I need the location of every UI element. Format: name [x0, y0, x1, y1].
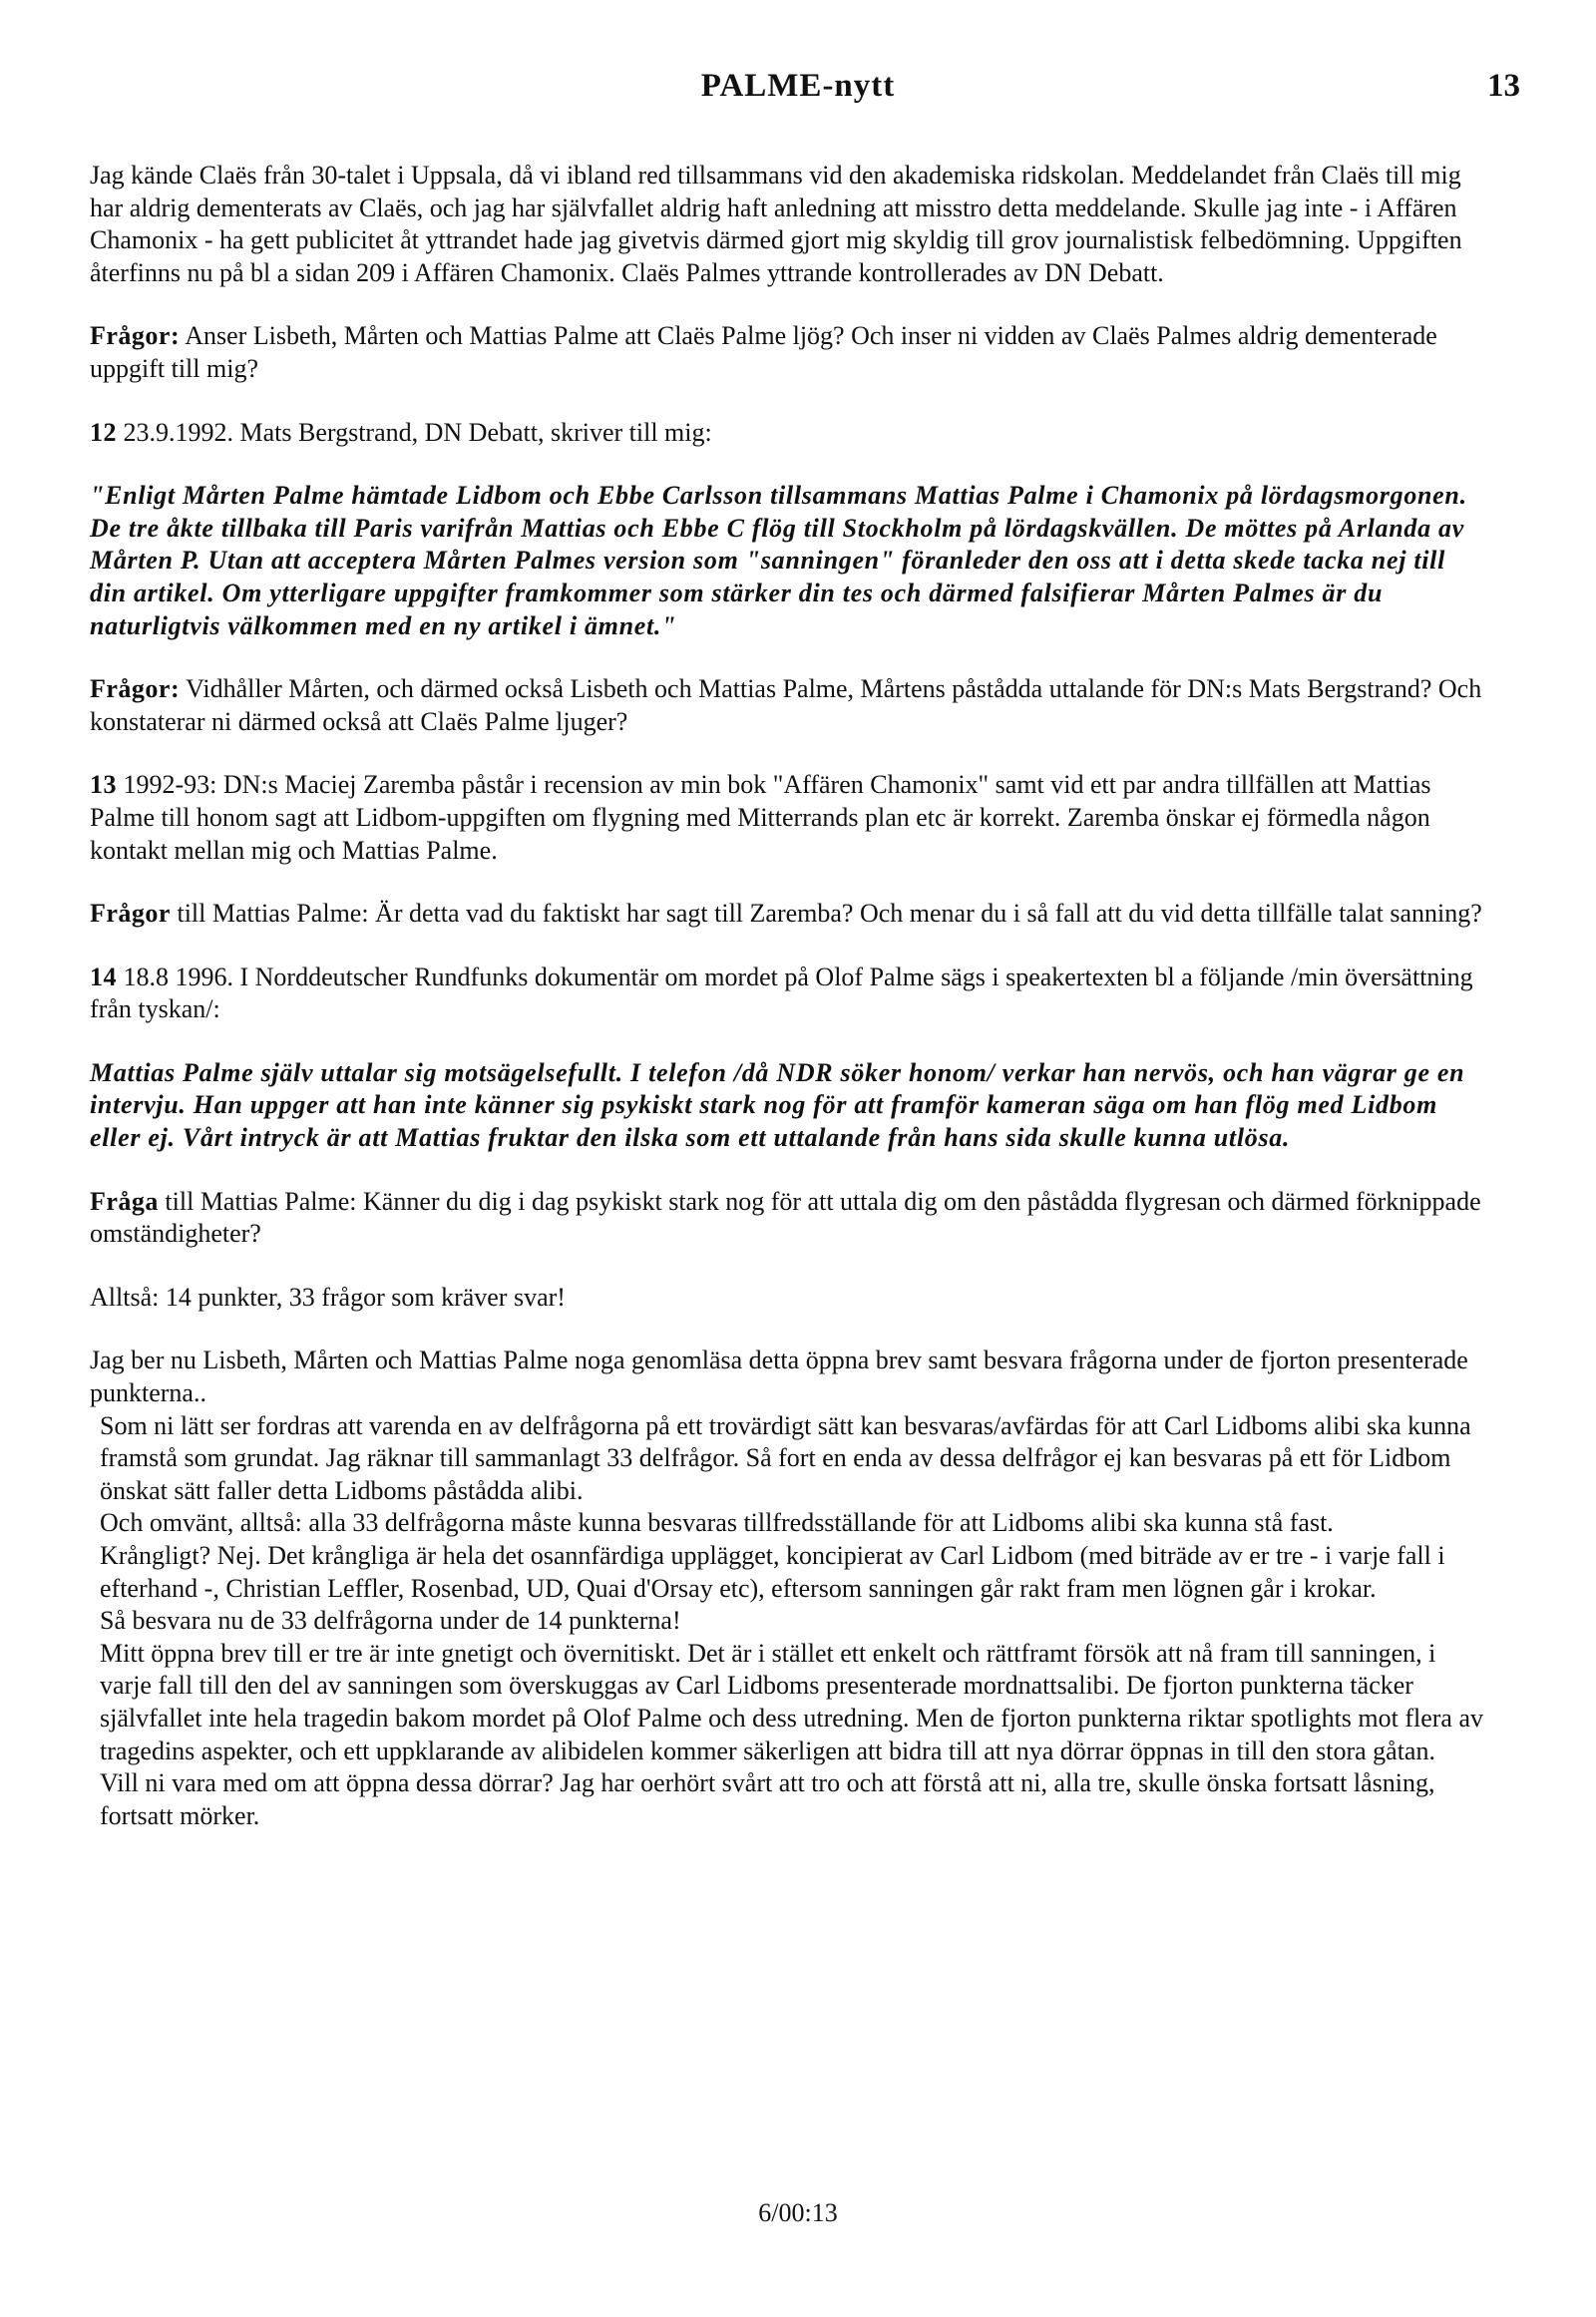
question-label: Frågor [90, 899, 171, 929]
page-footer-code: 6/00:13 [758, 2198, 838, 2227]
question-label: Frågor: [90, 674, 181, 704]
item-number: 12 [90, 417, 117, 447]
page-number: 13 [1487, 68, 1520, 104]
question-text: till Mattias Palme: Är detta vad du faktiskt har sagt till Zaremba? Och menar du i så fall att du vid detta tillfälle talat sanning? [170, 899, 1482, 929]
item-text: 18.8 1996. I Norddeutscher Rundfunks dokumentär om mordet på Olof Palme sägs i speakertexten bl a följande /min översättning från tyskan/: [90, 962, 1473, 1024]
closing-section [90, 1345, 1486, 1832]
item-text: 1992-93: DN:s Maciej Zaremba påstår i recension av min bok "Affären Chamonix" samt vid ett par andra tillfällen att Mattias Palme till honom sagt att Lidbom-uppgiften om flygning med Mitterrands plan etc är korrekt. Zaremba önskar ej förmedla någon kontakt mellan mig och Mattias Palme. [90, 770, 1431, 865]
question-label: Fråga [90, 1186, 159, 1216]
item-number: 14 [90, 962, 117, 991]
question-block-4 [90, 1186, 1486, 1251]
question-label: Frågor: [90, 321, 181, 351]
quote-bergstrand: "Enligt Mårten Palme hämtade Lidbom och Ebbe Carlsson tillsammans Mattias Palme i Chamonix på lördagsmorgonen. De tre åkte tillbaka till Paris varifrån Mattias och Ebbe C flög till Stockholm på lördagskvällen. De möttes på Arlanda av Mårten P. Utan att acceptera Mårten Palmes version som "sanningen" föranleder den oss att i detta skede tacka nej till din artikel. Om ytterligare uppgifter framkommer som stärker din tes och därmed falsifierar Mårten Palmes är du naturligtvis välkommen med en ny artikel i ämnet." [90, 481, 1467, 640]
question-block-2 [90, 673, 1486, 738]
item-12 [90, 417, 1486, 450]
item-13 [90, 769, 1486, 867]
item-text: 23.9.1992. Mats Bergstrand, DN Debatt, skriver till mig: [117, 417, 712, 447]
item-number: 13 [90, 770, 117, 800]
closing-paragraph: Mitt öppna brev till er tre är inte gnetigt och övernitiskt. Det är i stället ett enkelt och rättframt försök att nå fram till sanningen, i varje fall till den del av sanningen som överskuggas av Carl Lidboms presenterade mordnattsalibi. De fjorton punkterna täcker självfallet inte hela tragedin bakom mordet på Olof Palme och dess utredning. Men de fjorton punkterna riktar spotlights mot flera av tragedins aspekter, och ett uppklarande av alibidelen kommer säkerligen att bidra till att nya dörrar öppnas in till den stora gåtan. [100, 1638, 1484, 1765]
closing-intro: Jag ber nu Lisbeth, Mårten och Mattias Palme noga genomläsa detta öppna brev samt besvara frågorna under de fjorton presenterade punkterna.. [90, 1346, 1468, 1408]
question-block-1 [90, 320, 1486, 385]
closing-paragraph: Och omvänt, alltså: alla 33 delfrågorna måste kunna besvaras tillfredsställande för att Lidboms alibi ska kunna stå fast. [100, 1508, 1334, 1538]
closing-paragraph: Krångligt? Nej. Det krångliga är hela det osannfärdiga upplägget, koncipierat av Carl Lidbom (med biträde av er tre - i varje fall i efterhand -, Christian Leffler, Rosenbad, UD, Quai d'Orsay etc), eftersom sanningen går rakt fram men lögnen går i krokar. [100, 1541, 1445, 1603]
closing-paragraph: Som ni lätt ser fordras att varenda en av delfrågorna på ett trovärdigt sätt kan besvaras/avfärdas för att Carl Lidboms alibi ska kunna framstå som grundat. Jag räknar till sammanlagt 33 delfrågor. Så fort en enda av dessa delfrågor ej kan besvaras på ett för Lidbom önskat sätt faller detta Lidboms påstådda alibi. [100, 1410, 1471, 1505]
question-text: Anser Lisbeth, Mårten och Mattias Palme att Claës Palme ljög? Och inser ni vidden av Claës Palmes aldrig dementerade uppgift till mig? [90, 321, 1437, 383]
paragraph-claes: Jag kände Claës från 30-talet i Uppsala, då vi ibland red tillsammans vid den akademiska ridskolan. Meddelandet från Claës till mig har aldrig dementerats av Claës, och jag har självfallet aldrig haft anledning att misstro detta meddelande. Skulle jag inte - i Affären Chamonix - ha gett publicitet åt yttrandet hade jag givetvis därmed gjort mig skyldig till grov journalistisk felbedömning. Uppgiften återfinns nu på bl a sidan 209 i Affären Chamonix. Claës Palmes yttrande kontrollerades av DN Debatt. [90, 161, 1462, 287]
article-body [90, 160, 1486, 1832]
closing-paragraph: Så besvara nu de 33 delfrågorna under de 14 punkterna! [100, 1606, 681, 1636]
quote-ndr: Mattias Palme själv uttalar sig motsägelsefullt. I telefon /då NDR söker honom/ verkar han nervös, och han vägrar ge en intervju. Han uppger att han inte känner sig psykiskt stark nog för att framför kameran säga om han flög med Lidbom eller ej. Vårt intryck är att Mattias fruktar den ilska som ett uttalande från hans sida skulle kunna utlösa. [90, 1057, 1465, 1153]
closing-paragraph: Vill ni vara med om att öppna dessa dörrar? Jag har oerhört svårt att tro och att förstå att ni, alla tre, skulle önska fortsatt låsning, fortsatt mörker. [100, 1768, 1435, 1830]
newsletter-title: PALME-nytt [700, 68, 896, 104]
question-text: Vidhåller Mårten, och därmed också Lisbeth och Mattias Palme, Mårtens påstådda uttalande för DN:s Mats Bergstrand? Och konstaterar ni därmed också att Claës Palme ljuger? [90, 674, 1482, 736]
item-14 [90, 962, 1486, 1026]
page-header [0, 68, 1596, 118]
question-block-3 [90, 898, 1486, 931]
question-text: till Mattias Palme: Känner du dig i dag psykiskt stark nog för att uttala dig om den påstådda flygresan och därmed förknippade omständigheter? [90, 1186, 1481, 1249]
summary-line: Alltså: 14 punkter, 33 frågor som kräver svar! [90, 1282, 566, 1312]
